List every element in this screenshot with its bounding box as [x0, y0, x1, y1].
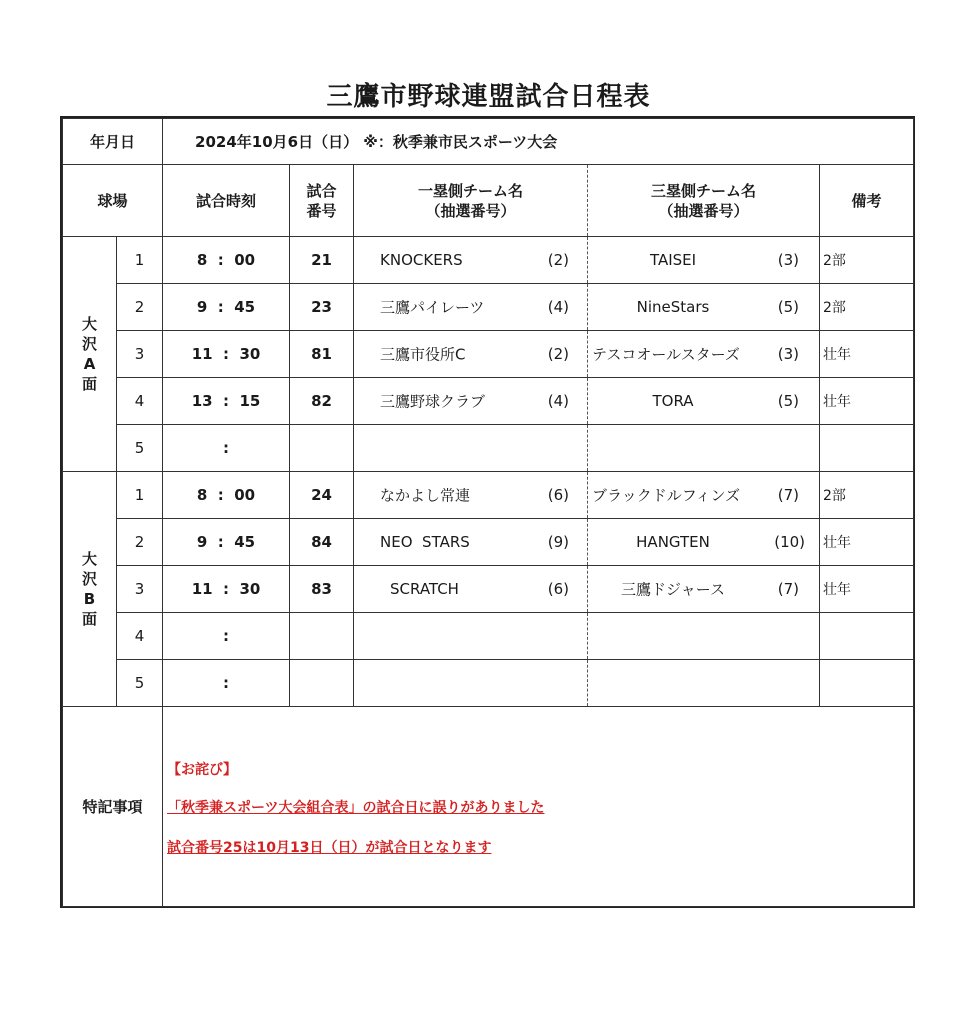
game-number: 82: [290, 378, 354, 425]
note-apology: 【お詫び】: [167, 762, 238, 778]
remark: 2部: [820, 284, 914, 331]
first-base-team: 三鷹野球クラブ (4): [354, 378, 588, 425]
header-row: [63, 165, 914, 237]
slot-number: 1: [117, 237, 163, 284]
header-game-no-line2: 番号: [306, 201, 337, 220]
schedule-sheet: [60, 116, 915, 908]
remark: 2部: [820, 237, 914, 284]
date-value: 2024年10月6日（日） ※：秋季兼市民スポーツ大会: [163, 119, 914, 165]
game-time: 8 : 00: [163, 472, 290, 519]
remark: [820, 613, 914, 660]
first-base-team: [354, 425, 588, 472]
third-base-team: ブラックドルフィンズ (7): [588, 472, 820, 519]
header-third-base-line2: （抽選番号）: [658, 201, 749, 220]
venue-a-label: 大 沢 A 面: [63, 237, 117, 472]
slot-number: 5: [117, 660, 163, 707]
venue-b-label: 大 沢 B 面: [63, 472, 117, 707]
first-base-team: なかよし常連 (6): [354, 472, 588, 519]
third-base-team: [588, 425, 820, 472]
remark: 壮年: [820, 519, 914, 566]
notes-row: [63, 707, 914, 907]
first-base-team: SCRATCH (6): [354, 566, 588, 613]
schedule-table: [62, 118, 914, 907]
third-base-team: [588, 660, 820, 707]
first-base-team: [354, 613, 588, 660]
header-third-base: [588, 165, 820, 237]
table-row: [63, 237, 914, 284]
first-base-team: 三鷹市役所C (2): [354, 331, 588, 378]
remark: [820, 660, 914, 707]
game-number: 21: [290, 237, 354, 284]
game-time: 8 : 00: [163, 237, 290, 284]
header-venue: 球場: [63, 165, 163, 237]
slot-number: 4: [117, 378, 163, 425]
table-row: [63, 472, 914, 519]
notes-label: 特記事項: [63, 707, 163, 907]
third-base-team: TORA (5): [588, 378, 820, 425]
first-base-team: [354, 660, 588, 707]
game-number: [290, 613, 354, 660]
game-number: 84: [290, 519, 354, 566]
game-number: [290, 660, 354, 707]
table-row: [63, 331, 914, 378]
header-game-no-line1: 試合: [306, 181, 337, 200]
page-title: 三鷹市野球連盟試合日程表: [326, 82, 651, 112]
third-base-team: テスコオールスターズ (3): [588, 331, 820, 378]
slot-number: 3: [117, 331, 163, 378]
notes-content: [163, 707, 914, 907]
game-time: :: [163, 613, 290, 660]
header-game-no: [290, 165, 354, 237]
date-row: [63, 119, 914, 165]
table-row: [63, 613, 914, 660]
first-base-team: NEO STARS (9): [354, 519, 588, 566]
note-error: 「秋季兼スポーツ大会組合表」の試合日に誤りがありました: [167, 800, 545, 816]
slot-number: 4: [117, 613, 163, 660]
slot-number: 2: [117, 284, 163, 331]
table-row: [63, 566, 914, 613]
game-number: 83: [290, 566, 354, 613]
date-label: 年月日: [63, 119, 163, 165]
first-base-team: 三鷹パイレーツ (4): [354, 284, 588, 331]
third-base-team: [588, 613, 820, 660]
slot-number: 2: [117, 519, 163, 566]
slot-number: 5: [117, 425, 163, 472]
third-base-team: NineStars (5): [588, 284, 820, 331]
game-time: 11 : 30: [163, 331, 290, 378]
game-time: 13 : 15: [163, 378, 290, 425]
third-base-team: TAISEI (3): [588, 237, 820, 284]
game-time: :: [163, 660, 290, 707]
game-time: :: [163, 425, 290, 472]
third-base-team: HANGTEN (10): [588, 519, 820, 566]
game-time: 9 : 45: [163, 284, 290, 331]
header-first-base-line2: （抽選番号）: [425, 201, 516, 220]
header-first-base: [354, 165, 588, 237]
header-time: 試合時刻: [163, 165, 290, 237]
remark: 壮年: [820, 566, 914, 613]
game-number: 24: [290, 472, 354, 519]
first-base-team: KNOCKERS (2): [354, 237, 588, 284]
header-remarks: 備考: [820, 165, 914, 237]
slot-number: 1: [117, 472, 163, 519]
game-number: 23: [290, 284, 354, 331]
game-number: 81: [290, 331, 354, 378]
third-base-team: 三鷹ドジャース (7): [588, 566, 820, 613]
game-time: 9 : 45: [163, 519, 290, 566]
header-first-base-line1: 一塁側チーム名: [418, 181, 524, 200]
table-row: [63, 519, 914, 566]
table-row: [63, 660, 914, 707]
remark: 壮年: [820, 331, 914, 378]
remark: [820, 425, 914, 472]
remark: 壮年: [820, 378, 914, 425]
table-row: [63, 378, 914, 425]
game-number: [290, 425, 354, 472]
slot-number: 3: [117, 566, 163, 613]
game-time: 11 : 30: [163, 566, 290, 613]
table-row: [63, 284, 914, 331]
table-row: [63, 425, 914, 472]
header-third-base-line1: 三塁側チーム名: [651, 181, 757, 200]
remark: 2部: [820, 472, 914, 519]
note-correction: 試合番号25は10月13日（日）が試合日となります: [167, 840, 492, 856]
